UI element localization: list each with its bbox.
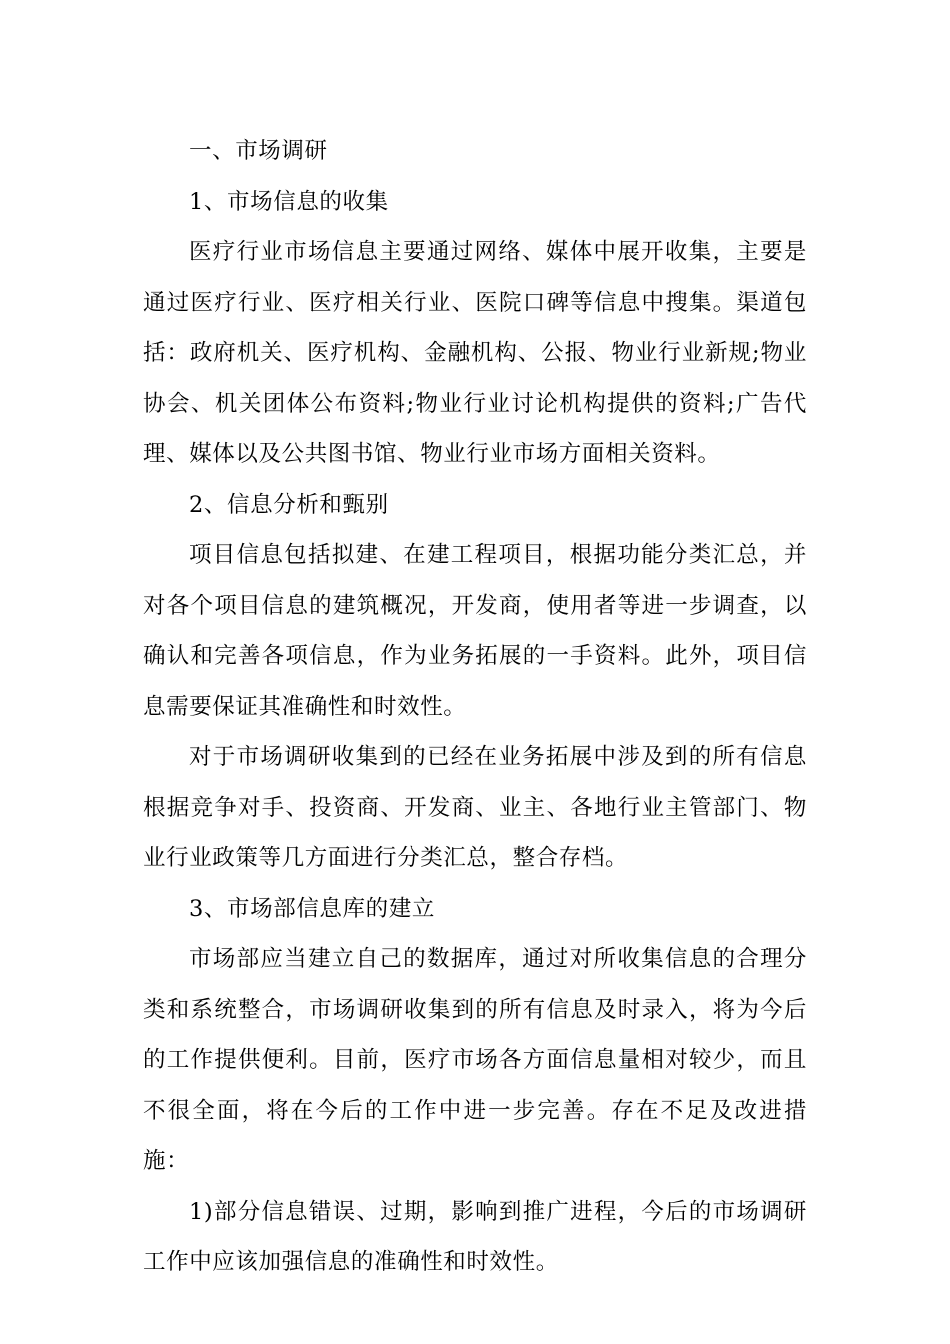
subsection-heading-database: 3、市场部信息库的建立 xyxy=(189,895,435,922)
subsection-heading-info-analysis: 2、信息分析和甄别 xyxy=(189,491,389,518)
paragraph-database: 市场部应当建立自己的数据库，通过对所收集信息的合理分类和系统整合，市场调研收集到的所有信息及时录入，将为今后的工作提供便利。目前，医疗市场各方面信息量相对较少，而且不很全面，将在今后的工作中进一步完善。存在不足及改进措施： xyxy=(143,946,807,1174)
document-body xyxy=(143,126,807,1288)
paragraph-info-classification: 对于市场调研收集到的已经在业务拓展中涉及到的所有信息根据竞争对手、投资商、开发商、业主、各地行业主管部门、物业行业政策等几方面进行分类汇总，整合存档。 xyxy=(143,744,807,871)
subsection-heading-info-collection: 1、市场信息的收集 xyxy=(189,188,389,215)
section-heading-market-research: 一、市场调研 xyxy=(189,138,328,164)
paragraph-improvement-1: 1)部分信息错误、过期，影响到推广进程，今后的市场调研工作中应该加强信息的准确性和时效性。 xyxy=(143,1198,807,1275)
paragraph-info-collection: 医疗行业市场信息主要通过网络、媒体中展开收集，主要是通过医疗行业、医疗相关行业、医院口碑等信息中搜集。渠道包括：政府机关、医疗机构、金融机构、公报、物业行业新规;物业协会、机关团体公布资料;物业行业讨论机构提供的资料;广告代理、媒体以及公共图书馆、物业行业市场方面相关资料。 xyxy=(143,239,807,467)
paragraph-project-info: 项目信息包括拟建、在建工程项目，根据功能分类汇总，并对各个项目信息的建筑概况，开发商，使用者等进一步调查，以确认和完善各项信息，作为业务拓展的一手资料。此外，项目信息需要保证其准确性和时效性。 xyxy=(143,542,807,720)
